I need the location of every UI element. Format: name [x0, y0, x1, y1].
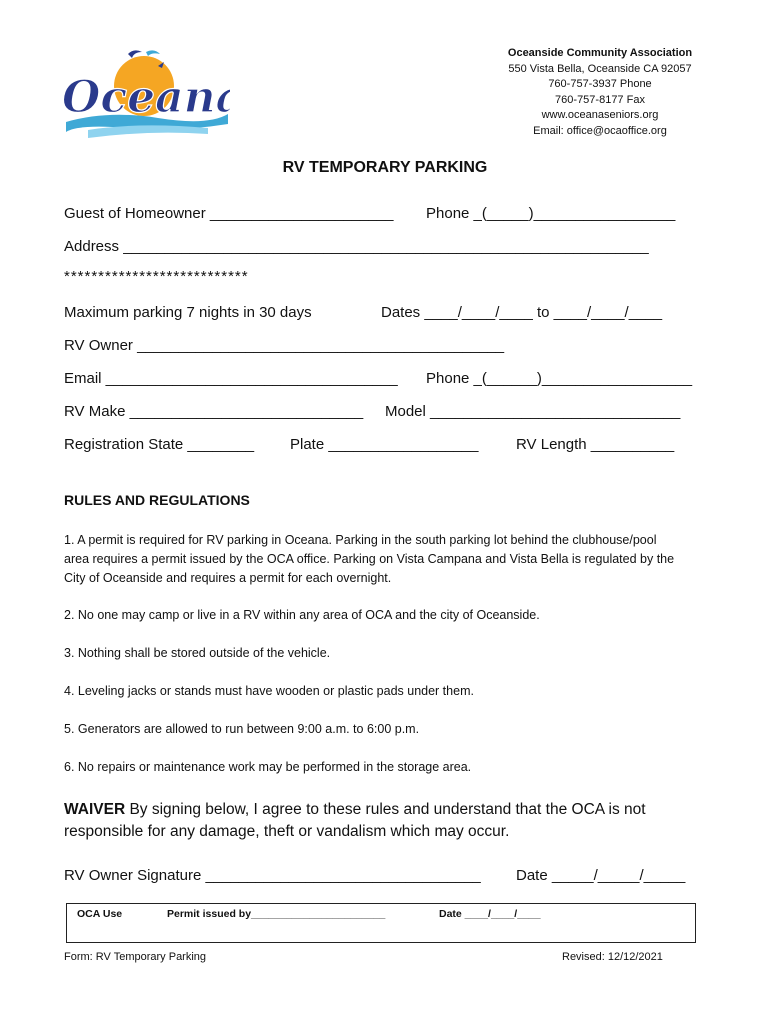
- signature-date-field[interactable]: Date _____/_____/_____: [516, 867, 686, 884]
- rv-make-field[interactable]: RV Make ____________________________: [64, 403, 364, 420]
- rule-item-6: 6. No repairs or maintenance work may be performed in the storage area.: [64, 760, 472, 774]
- oceana-logo-graphic: [58, 48, 230, 140]
- form-title: RV TEMPORARY PARKING: [282, 159, 488, 176]
- oca-date-field[interactable]: Date ____/____/____: [439, 908, 541, 920]
- rule-item-5: 5. Generators are allowed to run between 9:00 a.m. to 6:00 p.m.: [64, 722, 420, 736]
- footer-revised: Revised: 12/12/2021: [562, 951, 663, 963]
- model-field[interactable]: Model ______________________________: [385, 403, 681, 420]
- oceana-logo: [58, 48, 230, 140]
- waiver-label: WAIVER: [64, 801, 126, 818]
- org-address: 550 Vista Bella, Oceanside CA 92057: [508, 62, 692, 75]
- rv-length-field[interactable]: RV Length __________: [516, 436, 675, 453]
- waiver-text: By signing below, I agree to these rules and understand that the OCA is not responsible for any damage, theft or vandalism which may occur.: [64, 801, 646, 840]
- rules-heading: RULES AND REGULATIONS: [64, 492, 250, 508]
- registration-state-field[interactable]: Registration State ________: [64, 436, 255, 453]
- rule-item-2: 2. No one may camp or live in a RV within any area of OCA and the city of Oceanside.: [64, 608, 540, 622]
- org-website[interactable]: www.oceanaseniors.org: [541, 109, 659, 121]
- oca-use-label: OCA Use: [77, 908, 123, 920]
- org-fax: 760-757-8177 Fax: [555, 93, 645, 106]
- rule-item-4: 4. Leveling jacks or stands must have wooden or plastic pads under them.: [64, 684, 474, 698]
- org-contact-block: [470, 46, 730, 139]
- logo-wordmark: Oceana: [62, 72, 230, 123]
- dates-field[interactable]: Dates ____/____/____ to ____/____/____: [381, 304, 663, 321]
- email-field[interactable]: Email ___________________________________: [64, 370, 398, 387]
- waiver-paragraph: [64, 799, 704, 843]
- separator-stars: ***************************: [64, 268, 249, 285]
- owner-signature-field[interactable]: RV Owner Signature _________________________________: [64, 867, 481, 884]
- phone-field-1[interactable]: Phone _(_____)_________________: [426, 205, 676, 222]
- org-email[interactable]: Email: office@ocaoffice.org: [533, 124, 667, 137]
- rv-owner-field[interactable]: RV Owner ____________________________________________: [64, 337, 505, 354]
- rule-item-3: 3. Nothing shall be stored outside of the vehicle.: [64, 646, 331, 660]
- plate-field[interactable]: Plate __________________: [290, 436, 479, 453]
- org-phone: 760-757-3937 Phone: [548, 78, 652, 90]
- address-field[interactable]: Address _______________________________________________________________: [64, 238, 649, 255]
- oca-use-box: [66, 903, 696, 943]
- rule-item-1: 1. A permit is required for RV parking in Oceana. Parking in the south parking lot behind the clubhouse/pool area requires a permit issued by the OCA office. Parking on Vista Campana and Vista Bella is regulated by the City of Oceanside and requires a permit for each overnight.: [64, 533, 675, 585]
- wave-shape-light: [88, 125, 208, 138]
- footer-form-name: Form: RV Temporary Parking: [64, 951, 207, 963]
- max-parking-note: Maximum parking 7 nights in 30 days: [64, 304, 312, 321]
- phone-field-2[interactable]: Phone _(______)__________________: [426, 370, 693, 387]
- permit-issued-by-field[interactable]: Permit issued by_______________________: [167, 908, 386, 920]
- org-name: Oceanside Community Association: [507, 47, 693, 59]
- palm-leaf-2: [146, 50, 160, 56]
- guest-of-homeowner-field[interactable]: Guest of Homeowner ______________________: [64, 205, 394, 222]
